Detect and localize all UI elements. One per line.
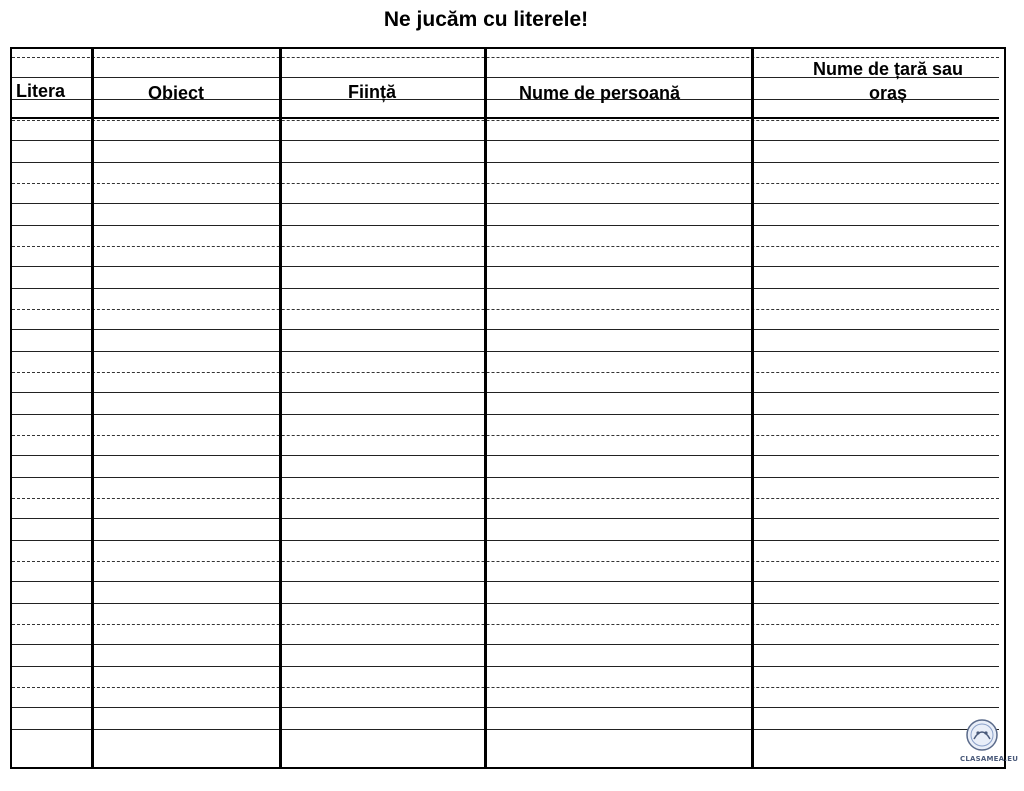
ruled-line xyxy=(12,351,999,352)
ruled-line xyxy=(12,518,999,519)
column-header-fiinta: Ființă xyxy=(348,82,396,102)
column-divider xyxy=(279,47,282,769)
column-header-litera: Litera xyxy=(16,81,66,101)
column-header-tara-line2: oraș xyxy=(868,83,908,103)
ruled-line xyxy=(12,644,999,645)
clasamea-logo xyxy=(960,719,1019,763)
dashed-guide-line xyxy=(12,183,999,184)
ruled-line xyxy=(12,455,999,456)
dashed-guide-line xyxy=(12,372,999,373)
ruled-line xyxy=(12,729,999,730)
ruled-line xyxy=(12,414,999,415)
column-divider xyxy=(484,47,487,769)
ruled-line xyxy=(12,666,999,667)
ruled-line xyxy=(12,288,999,289)
ruled-line xyxy=(12,329,999,330)
dashed-guide-line xyxy=(12,624,999,625)
dashed-guide-line xyxy=(12,435,999,436)
dashed-guide-line xyxy=(12,561,999,562)
ruled-line xyxy=(12,603,999,604)
dashed-guide-line xyxy=(12,498,999,499)
ruled-line xyxy=(12,540,999,541)
ruled-line xyxy=(12,392,999,393)
ruled-line xyxy=(12,140,999,141)
ruled-line xyxy=(12,581,999,582)
dashed-guide-line xyxy=(12,309,999,310)
dashed-guide-line xyxy=(12,246,999,247)
ruled-line xyxy=(12,707,999,708)
ruled-line xyxy=(12,203,999,204)
worksheet-table xyxy=(10,47,1019,769)
header-divider xyxy=(12,117,999,119)
column-header-obiect: Obiect xyxy=(148,83,205,103)
table-frame xyxy=(10,47,1019,769)
logo-text: CLASAMEA.EU xyxy=(960,755,1019,763)
clasamea-logo-icon xyxy=(960,719,1004,753)
column-divider xyxy=(91,47,94,769)
dashed-guide-line xyxy=(12,120,999,121)
ruled-line xyxy=(12,266,999,267)
column-header-tara-line1: Nume de țară sau xyxy=(812,59,964,79)
page-title: Ne jucăm cu literele! xyxy=(383,8,589,31)
column-divider xyxy=(751,47,754,769)
ruled-line xyxy=(12,477,999,478)
dashed-guide-line xyxy=(12,687,999,688)
ruled-line xyxy=(12,225,999,226)
ruled-line xyxy=(12,162,999,163)
column-header-nume-persoana: Nume de persoană xyxy=(519,83,681,103)
column-header-tara-oras xyxy=(770,57,1006,105)
